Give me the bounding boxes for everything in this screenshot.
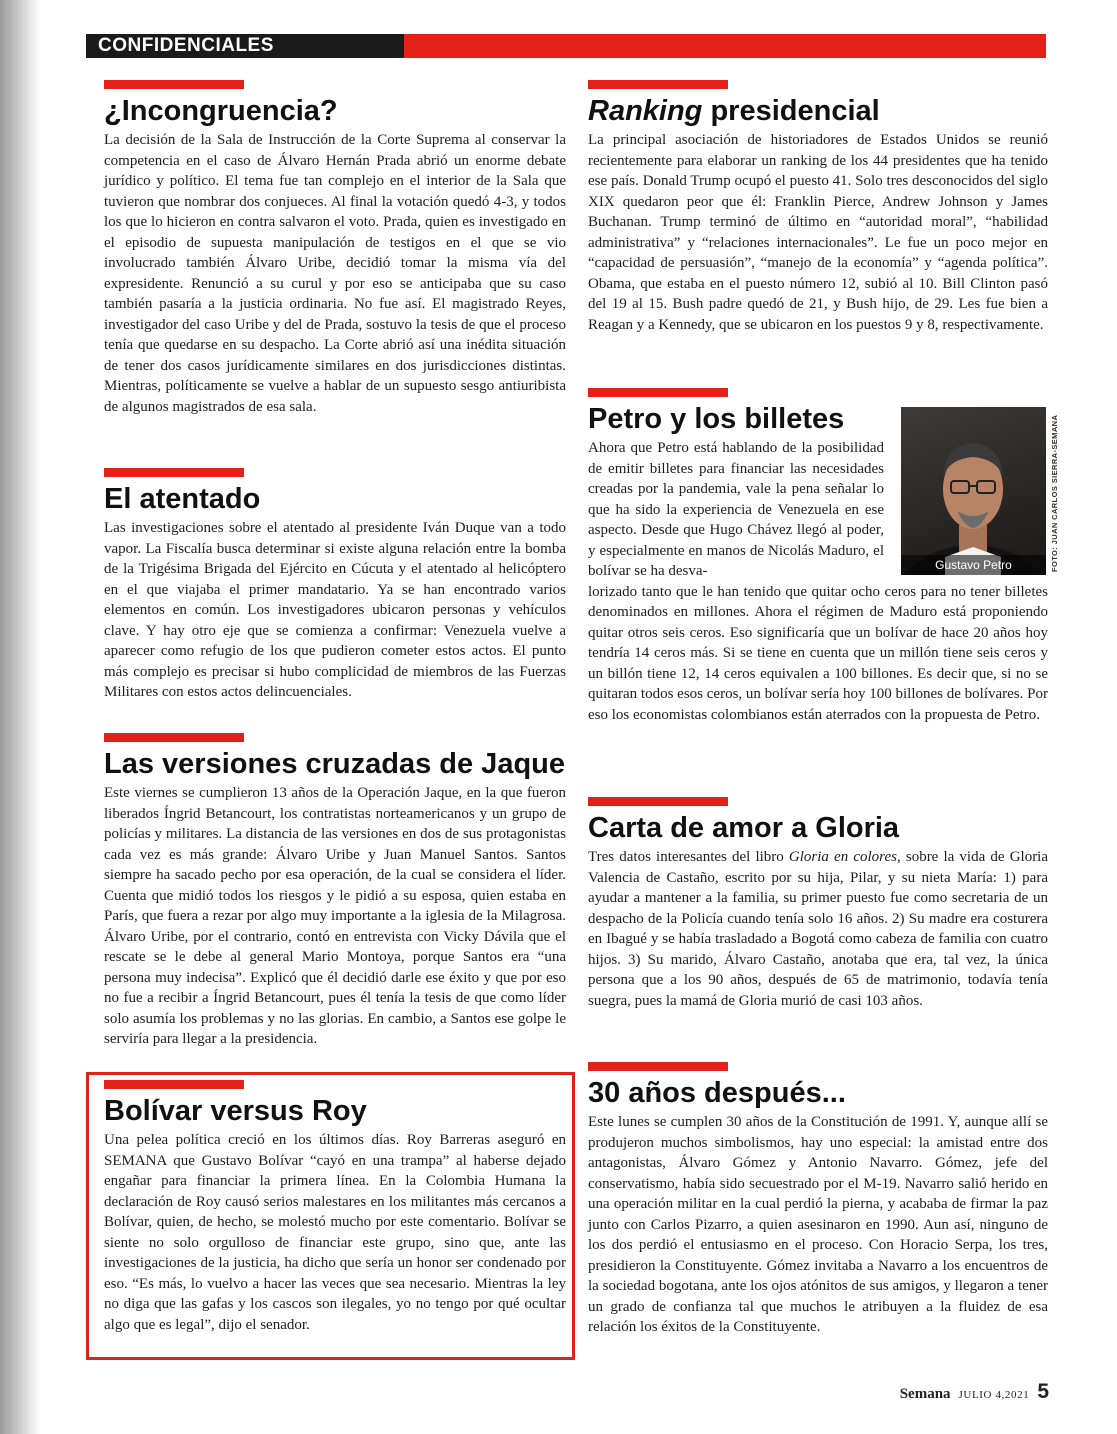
article-red-bar — [588, 1062, 728, 1071]
article-body: Las investigaciones sobre el atentado al presidente Iván Duque van a todo vapor. La Fiscalía busca determinar si existe alguna relación entre la bomba de la Trigésima Brigada del Ejército en Cúcuta y el atentado al helicóptero en el que viajaba el primer mandatario. Ya se han encontrado varios elementos en común. Los investigadores ubicaron personas y vehículos clave. Y hay otro eje que se comienza a confirmar: Venezuela vuelve a aparecer como refugio de los que pudieron cometer estos actos. El punto más complejo es precisar si hubo complicidad de miembros de las Fuerzas Militares con estos actos delincuenciales. — [104, 520, 566, 700]
article-title: ¿Incongruencia? — [104, 95, 338, 127]
body-rest: , sobre la vida de Gloria Valencia de Castaño, escrito por su hija, Pilar, y su nieta María: 1) para ayudar a mantener a la familia, su primer puesto fue como secretaria de un despacho de la Policía cuando tenía solo 16 años. 2) Su madre era costurera en Ibagué y se había trasladado a Bogotá como cabeza de familia con cuatro hijos. 3) Su marido, Álvaro Castaño, anotaba que era, tal vez, la única persona que a los 90 años, después de 65 de matrimonio, todavía tenía suegra, pues la mamá de Gloria murió de casi 103 años. — [588, 849, 1049, 1009]
article-body: Este viernes se cumplieron 13 años de la Operación Jaque, en la que fueron liberados Íngrid Betancourt, los contratistas norteamericanos y un grupo de policías y militares. La distancia de las versiones en dos de sus protagonistas cada vez es más grande: Álvaro Uribe y Juan Manuel Santos. Santos siempre ha sacado pecho por esa operación, de la cual se considera el líder. Cuenta que midió todos los riesgos y le pidió a su esposa, quien estaba en París, que fuera a rezar por algo muy importante a la iglesia de la Milagrosa. Álvaro Uribe, por el contrario, contó en entrevista con Vicky Dávila que el rescate se le debe al general Mario Montoya, porque Santos era “una persona muy indecisa”. Explicó que él decidió darle ese éxito y que por eso no fue a recibir a Íngrid Betancourt, pues él tenía la tesis de que como líder solo asumía los problemas y no las glorias. En cambio, a Santos ese golpe le serviría para llegar a la presidencia. — [104, 785, 566, 1047]
body-intro: Tres datos interesantes del libro — [588, 849, 789, 865]
article-red-bar — [588, 797, 728, 806]
article-body: La decisión de la Sala de Instrucción de la Corte Suprema al conservar la competencia en el caso de Álvaro Hernán Prada abrió un enorme debate jurídico y político. El tema fue tan complejo en el interior de la Sala que tuvieron que nombrar dos conjueces. Al final la votación quedó 4-3, y todos los que lo hicieron en contra salvaron el voto. Prada, quien es investigado en el episodio de supuesta manipulación de testigos en el que se vio involucrado también Álvaro Uribe, decidió tomar la misma vía del expresidente. Renunció a su curul y por eso se anticipaba que su caso también pasaría a la justicia ordinaria. No fue así. El magistrado Reyes, investigador del caso Uribe y del de Prada, sostuvo la tesis de que el proceso tenía que quedarse en su despacho. La Corte abrió así una inédita situación de tener dos casos jurídicamente similares en dos jurisdicciones distintas. Mientras, políticamente se vuelve a hablar de un supuesto sesgo antiuribista de algunos magistrados de esa sala. — [104, 132, 566, 415]
issue-date: JULIO 4,2021 — [958, 1389, 1030, 1401]
article-body — [588, 847, 1048, 1011]
article-30-anos — [588, 1062, 1048, 1338]
article-incongruencia — [104, 80, 566, 417]
page-spine-shadow — [0, 0, 40, 1434]
article-jaque — [104, 733, 566, 1050]
portrait-illustration — [901, 407, 1046, 575]
article-body: La principal asociación de historiadores de Estados Unidos se reunió recientemente para elaborar un ranking de los 44 presidentes que ha tenido ese país. Donald Trump ocupó el puesto 41. Solo tres desconocidos del siglo XIX quedaron peor que él: Franklin Pierce, Andrew Johnson y James Buchanan. Trump terminó de último en “autoridad moral”, “habilidad administrativa” y “relaciones internacionales”. Le fue un poco mejor en “capacidad de persuasión”, “manejo de la economía” y “agenda política”. Obama, que estaba en el puesto número 12, subió al 10. Bill Clinton pasó del 19 al 15. Bush padre quedó de 21, y Bush hijo, de 29. Les fue bien a Reagan y a Kennedy, que se ubicaron en los puestos 9 y 8, respectivamente. — [588, 132, 1048, 333]
title-rest: presidencial — [702, 95, 880, 127]
article-bolivar-versus-roy — [104, 1080, 566, 1335]
article-red-bar — [104, 1080, 244, 1089]
page-footer — [900, 1380, 1049, 1404]
article-title: Petro y los billetes — [588, 403, 845, 435]
magazine-brand: Semana — [899, 1386, 951, 1402]
article-title: Bolívar versus Roy — [104, 1095, 367, 1127]
section-header — [86, 34, 1046, 58]
photo-caption: Gustavo Petro — [901, 555, 1046, 575]
article-title: Carta de amor a Gloria — [588, 812, 900, 844]
article-title: El atentado — [104, 483, 261, 515]
section-label: CONFIDENCIALES — [86, 34, 404, 58]
article-title: Las versiones cruzadas de Jaque — [104, 748, 565, 780]
article-atentado — [104, 468, 566, 703]
article-red-bar — [588, 80, 728, 89]
article-body: Este lunes se cumplen 30 años de la Constitución de 1991. Y, aunque allí se produjeron muchos simbolismos, hay uno especial: la amistad entre dos antagonistas, Álvaro Gómez y Antonio Navarro. Gómez, jefe del conservatismo, había sido secuestrado por el M-19. Navarro salió herido en una operación militar en la cual perdió la pierna, y acababa de firmar la paz junto con Carlos Pizarro, a quien asesinaron en 1990. Aun así, ninguno de los dos perdió el entusiasmo en el proceso. Con Horacio Serpa, los tres, presidieron la Constituyente. Gómez invitaba a Navarro a los encuentros de la sociedad bogotana, ante los ojos atónitos de sus amigos, y llegaron a tener un grado de confianza tal que muchos le atribuyen a la fluidez de esa relación los éxitos de la Constituyente. — [588, 1114, 1048, 1335]
article-red-bar — [588, 388, 728, 397]
article-title — [588, 95, 1048, 127]
book-title: Gloria en colores — [788, 849, 897, 865]
article-gloria — [588, 797, 1048, 1011]
section-accent-bar — [404, 34, 1046, 58]
article-red-bar — [104, 468, 244, 477]
article-red-bar — [104, 733, 244, 742]
article-body-bottom: lorizado tanto que le han tenido que quitar ocho ceros para no tener billetes denominados en millones. Ahora el régimen de Maduro está proponiendo quitar otros seis ceros. Eso significaría que un bolívar de hace 20 años hoy tendría 14 ceros más. Si se tiene en cuenta que un millón tiene seis ceros y un billón tiene 12, 14 ceros equivalen a 100 billones. Es decir que, si no se quitaran todos esos ceros, un bolívar sería hoy 100 billones de bolívares. Por eso los economistas colombianos están aterrados con la propuesta de Petro. — [588, 583, 1048, 723]
article-body-top: Ahora que Petro está hablando de la posibilidad de emitir billetes para financiar las necesidades creadas por la pandemia, vale la pena señalar lo que ha sido la experiencia de Venezuela en ese aspecto. Desde que Hugo Chávez llegó al poder, y especialmente en manos de Nicolás Maduro, el bolívar se ha desva- — [588, 440, 884, 579]
page-number: 5 — [1037, 1380, 1049, 1403]
portrait-photo — [901, 407, 1046, 575]
title-italic-part: Ranking — [588, 95, 703, 127]
article-ranking — [588, 80, 1048, 335]
article-red-bar — [104, 80, 244, 89]
article-body: Una pelea política creció en los últimos días. Roy Barreras aseguró en SEMANA que Gustavo Bolívar “cayó en una trampa” al haberse dejado engañar para financiar la primera línea. En la Colombia Humana la declaración de Roy causó serios malestares en los militantes más cercanos a Bolívar, quien, de hecho, se molestó mucho por este comentario. Bolívar se siente no solo orgulloso de financiar este grupo, sino que, ante las investigaciones de la justicia, ha dicho que sería un honor ser condenado por eso. “Es más, lo vuelvo a hacer las veces que sea necesario. Mientras la ley no diga que las gafas y los cascos son ilegales, yo no tengo por qué ocultar algo que es legal”, dijo el senador. — [104, 1132, 566, 1333]
article-title: 30 años después... — [588, 1077, 846, 1109]
photo-credit: FOTO: JUAN CARLOS SIERRA-SEMANA — [1050, 414, 1059, 572]
